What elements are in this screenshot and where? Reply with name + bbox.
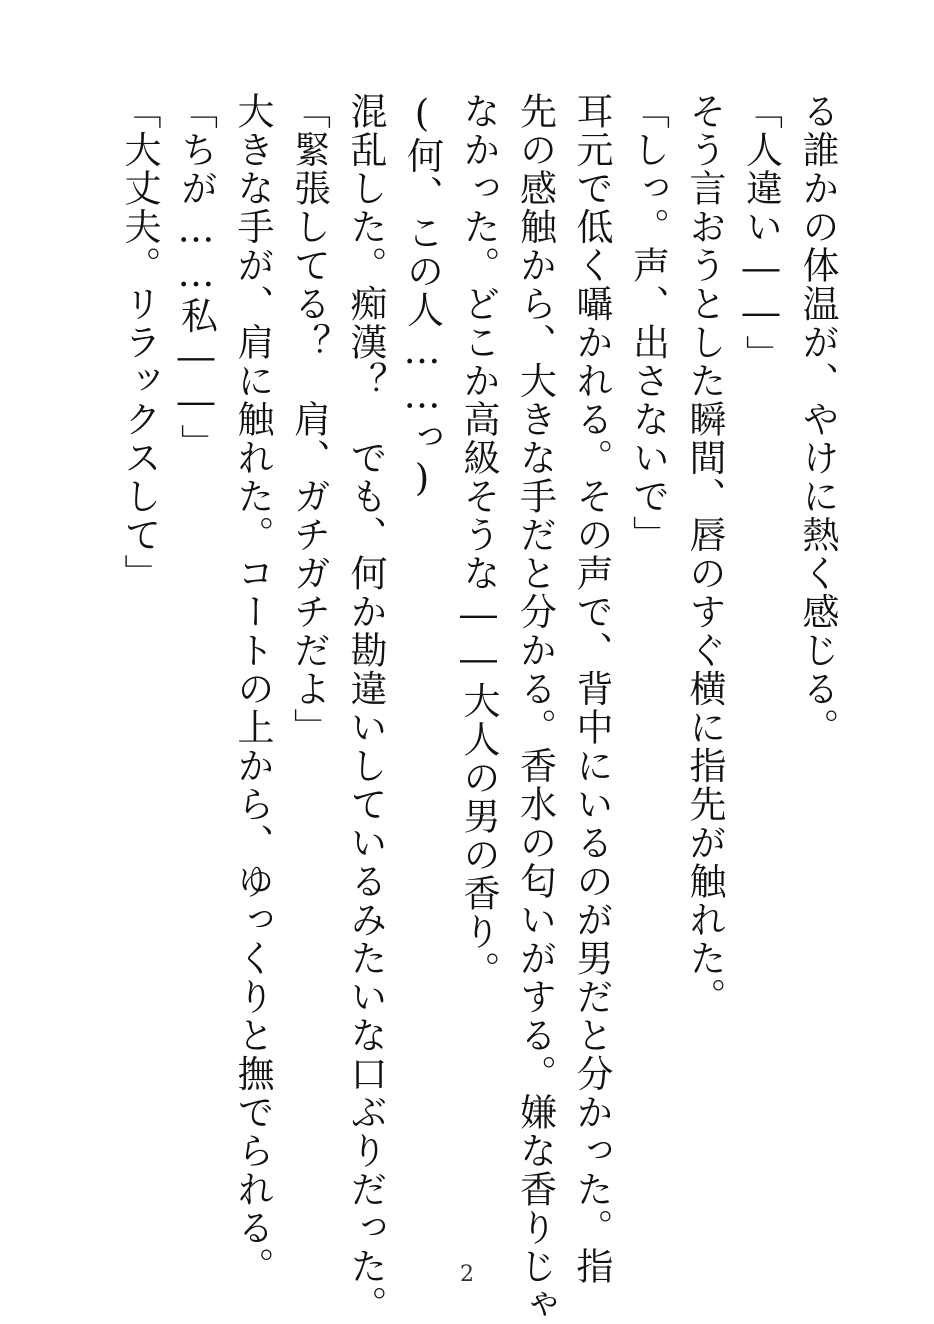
page-number: 2 <box>460 1262 474 1287</box>
text-line: なかった。どこか高級そうな――大人の男の香り。 <box>457 92 500 990</box>
text-line: 「人違い――」 <box>739 92 783 374</box>
text-line: る誰かの体温が、やけに熱く感じる。 <box>796 92 839 747</box>
text-line: 先の感触から、大きな手だと分かる。香水の匂いがする。嫌な香りじゃ <box>513 92 557 1324</box>
text-line: そう言おうとした瞬間、唇のすぐ横に指先が触れた。 <box>683 92 726 1016</box>
text-line: 「大丈夫。リラックスして」 <box>118 92 161 593</box>
text-line: 「緊張してる？ 肩、ガチガチだよ」 <box>287 92 331 747</box>
vertical-text-body <box>118 92 839 1324</box>
text-line: 「ちが……私――」 <box>174 92 218 463</box>
text-line: 大きな手が、肩に触れた。コートの上から、ゆっくりと撫でられる。 <box>231 92 274 1286</box>
text-line: 耳元で低く囁かれる。その声で、背中にいるのが男だと分かった。指 <box>570 92 613 1286</box>
text-line: 混乱した。痴漢？ でも、何か勘違いしているみたいな口ぶりだった。 <box>344 92 387 1324</box>
text-line: (何、この人……っ) <box>400 92 444 501</box>
text-line: 「しっ。声、出さないで」 <box>626 92 670 554</box>
